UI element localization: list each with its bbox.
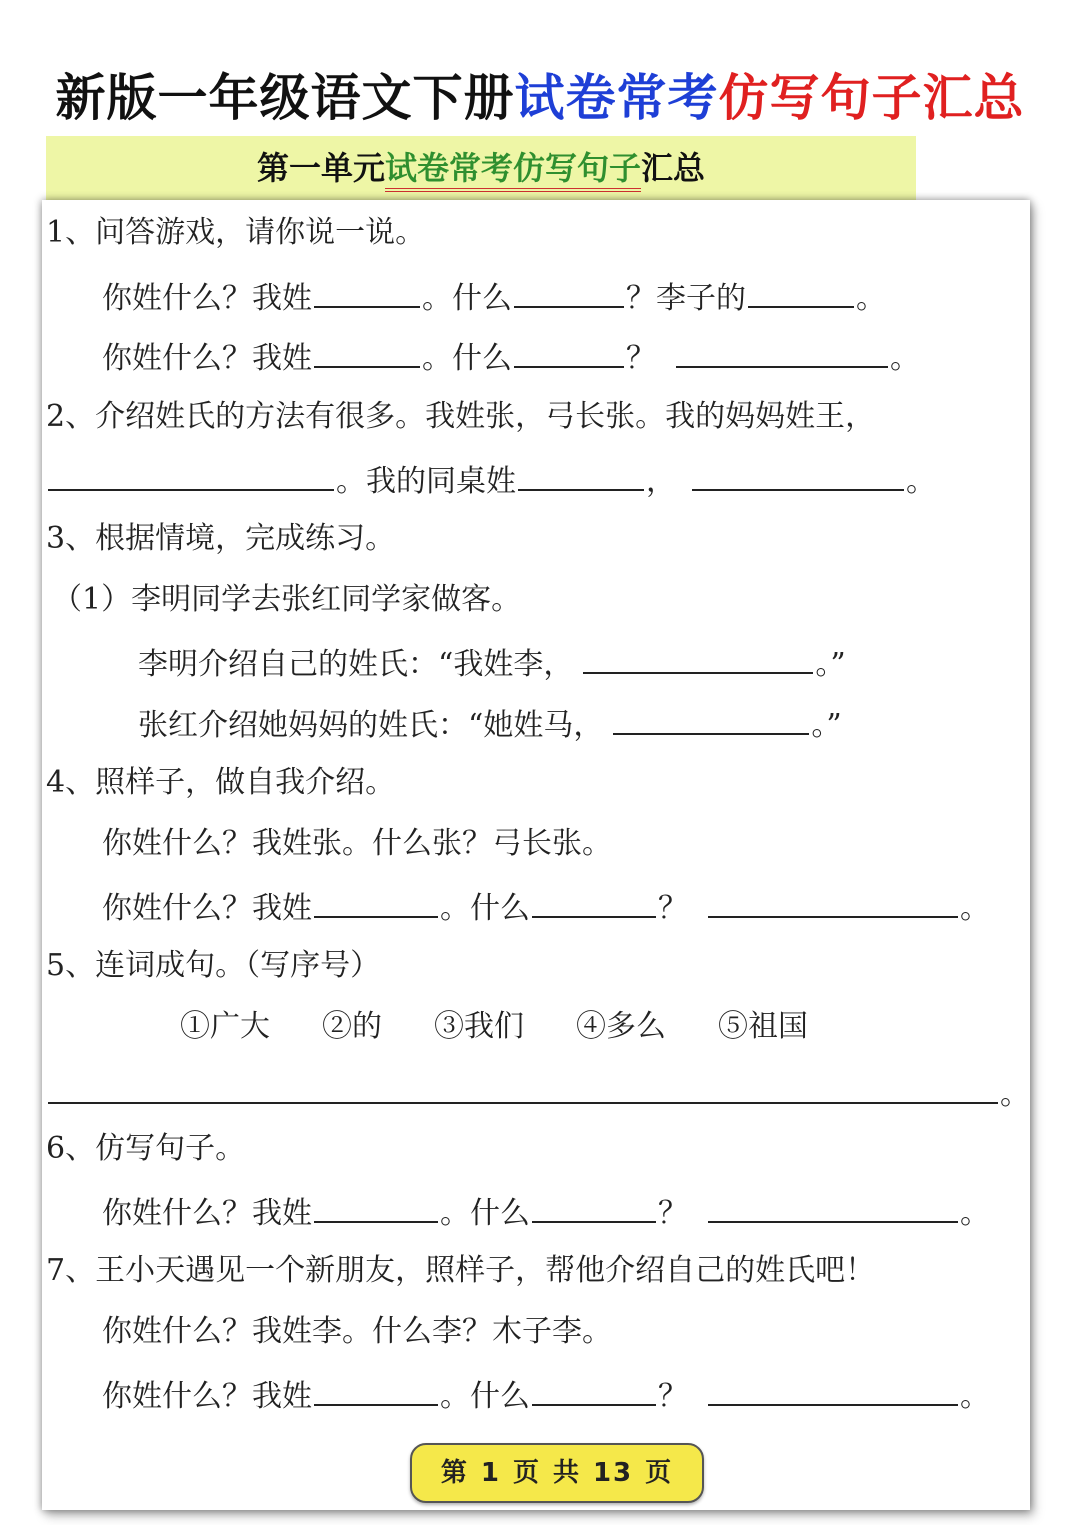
- word-choice: ①广大: [180, 1009, 270, 1044]
- total-label-unit: 页: [645, 1458, 674, 1488]
- answer-blank[interactable]: [514, 270, 624, 308]
- answer-blank[interactable]: [514, 330, 624, 368]
- q4-answer-line: 你姓什么？我姓 。什么 ？ 。: [102, 880, 990, 930]
- q5-answer-line: 。: [46, 1066, 1030, 1116]
- q2-line2: 。我的同桌姓 ， 。: [46, 453, 936, 503]
- answer-blank[interactable]: [314, 880, 438, 918]
- answer-blank[interactable]: [708, 880, 958, 918]
- answer-blank[interactable]: [532, 880, 656, 918]
- unit-banner-summary: 汇总: [641, 149, 706, 187]
- word-choice: ③我们: [434, 1009, 524, 1044]
- q4-prompt: 4、照样子，做自我介绍。: [46, 765, 396, 800]
- worksheet-paper: [42, 200, 1030, 1510]
- q5-word-list: [180, 1002, 808, 1052]
- q3-line1: 李明介绍自己的姓氏：“我姓李， 。”: [138, 636, 846, 686]
- word-choice: ④多么: [576, 1009, 666, 1044]
- q7-prompt: 7、王小天遇见一个新朋友，照样子，帮他介绍自己的姓氏吧！: [46, 1253, 876, 1288]
- q6-prompt: 6、仿写句子。: [46, 1131, 246, 1166]
- q6-answer-line: 你姓什么？我姓 。什么 ？ 。: [102, 1185, 990, 1235]
- title-part-topic: 仿写句子汇总: [718, 69, 1025, 127]
- answer-blank[interactable]: [314, 270, 420, 308]
- answer-blank[interactable]: [314, 1185, 438, 1223]
- q1-line2: 你姓什么？我姓 。什么 ？ 。: [102, 330, 920, 380]
- q3-sub1: （1）李明同学去张红同学家做客。: [52, 582, 522, 617]
- answer-blank[interactable]: [692, 453, 904, 491]
- total-label-prefix: 共: [552, 1458, 581, 1488]
- answer-blank[interactable]: [48, 453, 334, 491]
- page-label-unit: 页: [512, 1458, 541, 1488]
- answer-blank[interactable]: [532, 1368, 656, 1406]
- q5-prompt: 5、连词成句。（写序号）: [46, 948, 381, 983]
- answer-blank[interactable]: [676, 330, 888, 368]
- q3-line2: 张红介绍她妈妈的姓氏：“她姓马， 。”: [138, 697, 842, 747]
- answer-blank[interactable]: [748, 270, 854, 308]
- q4-example: 你姓什么？我姓张。什么张？弓长张。: [102, 826, 612, 861]
- answer-blank[interactable]: [518, 453, 644, 491]
- answer-blank[interactable]: [583, 636, 813, 674]
- answer-blank[interactable]: [48, 1066, 998, 1104]
- q1-prompt: 1、问答游戏，请你说一说。: [46, 215, 426, 250]
- answer-blank[interactable]: [532, 1185, 656, 1223]
- unit-banner-topic: 试卷常考仿写句子: [385, 149, 641, 192]
- answer-blank[interactable]: [708, 1368, 958, 1406]
- answer-blank[interactable]: [708, 1185, 958, 1223]
- answer-blank[interactable]: [314, 330, 420, 368]
- total-page-count: 13: [592, 1458, 634, 1488]
- q1-line1: 你姓什么？我姓 。什么 ？李子的 。: [102, 270, 886, 320]
- current-page-number: 1: [480, 1458, 501, 1488]
- title-part-exam: 试卷常考: [514, 69, 719, 127]
- q7-answer-line: 你姓什么？我姓 。什么 ？ 。: [102, 1368, 990, 1418]
- answer-blank[interactable]: [613, 697, 809, 735]
- page-label-prefix: 第: [440, 1458, 469, 1488]
- word-choice: ②的: [322, 1009, 382, 1044]
- word-choice: ⑤祖国: [718, 1009, 808, 1044]
- answer-blank[interactable]: [314, 1368, 438, 1406]
- page-title: [0, 58, 1080, 130]
- q7-example: 你姓什么？我姓李。什么李？木子李。: [102, 1314, 612, 1349]
- q2-prompt: 2、介绍姓氏的方法有很多。我姓张，弓长张。我的妈妈姓王，: [46, 399, 876, 434]
- q3-prompt: 3、根据情境，完成练习。: [46, 521, 396, 556]
- title-part-grade: 新版一年级语文下册: [55, 69, 515, 127]
- unit-banner: [46, 136, 916, 200]
- page-number-badge: [410, 1443, 704, 1503]
- unit-banner-unit: 第一单元: [256, 149, 385, 187]
